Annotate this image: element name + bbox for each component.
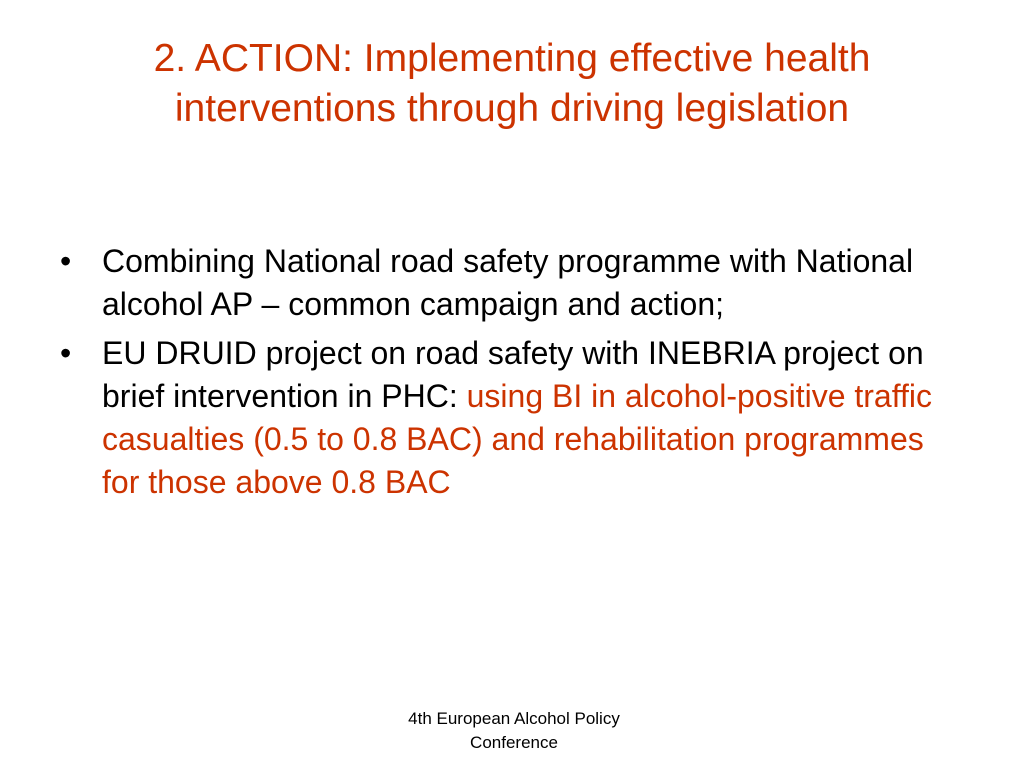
slide-title-line-2: interventions through driving legislation bbox=[174, 87, 850, 130]
slide-title bbox=[60, 34, 964, 134]
slide-footer bbox=[364, 707, 664, 755]
bullet-text: Combining National road safety programme with National alcohol AP – common campaign and action; bbox=[102, 243, 914, 322]
bullet-text: EU DRUID project on road safety with INEBRIA project on brief intervention in PHC: bbox=[102, 335, 924, 414]
bullet-marker: • bbox=[60, 335, 72, 371]
footer-line-2: Conference bbox=[470, 733, 558, 752]
bullet-list bbox=[58, 240, 968, 510]
bullet-item-road-safety bbox=[58, 240, 968, 326]
bullet-item-druid-project bbox=[58, 332, 968, 504]
bullet-highlight-text: using BI in alcohol-positive traffic casualties (0.5 to 0.8 BAC) and rehabilitation programmes for those above 0.8 BAC bbox=[102, 378, 933, 500]
slide-title-line-1: 2. ACTION: Implementing effective health bbox=[153, 37, 871, 80]
footer-line-1: 4th European Alcohol Policy bbox=[408, 709, 620, 728]
bullet-marker: • bbox=[60, 243, 72, 279]
